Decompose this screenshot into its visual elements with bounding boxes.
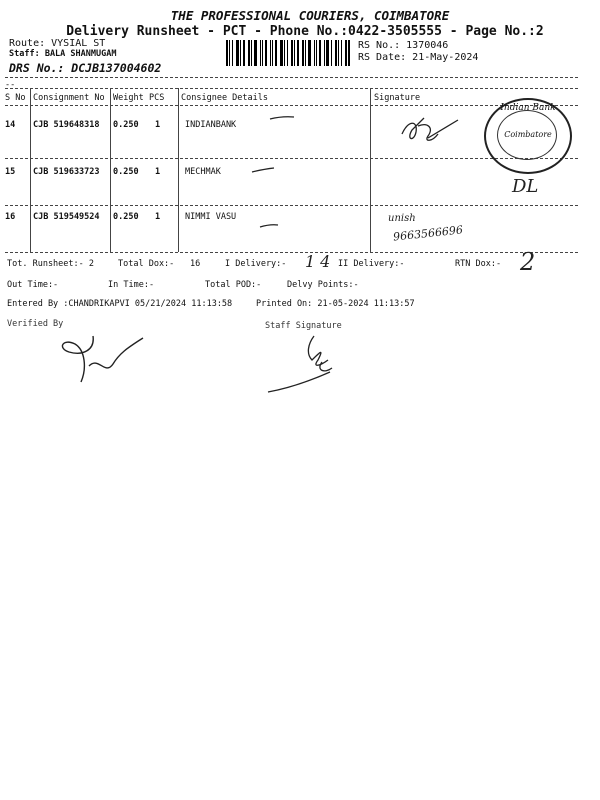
barcode-bar <box>272 40 273 66</box>
staff-label: Staff: BALA SHANMUGAM <box>9 49 117 59</box>
barcode-bar <box>291 40 293 66</box>
handwritten-signature: DL <box>512 176 539 197</box>
row-weight: 0.250 <box>113 120 139 130</box>
i-delivery-value: 14 <box>305 252 336 271</box>
barcode-bar <box>348 40 350 66</box>
pre-marker: -- <box>5 80 16 90</box>
pen-mark <box>258 221 284 231</box>
verified-by: Verified By <box>7 319 64 329</box>
stamp-text: Indian Bank <box>500 103 556 113</box>
drs-number: DRS No.: DCJB137004602 <box>9 61 162 75</box>
total-dox-label: Total Dox:- <box>118 259 175 269</box>
barcode-bar <box>236 40 239 66</box>
barcode-bar <box>335 40 337 66</box>
column-divider <box>178 88 179 252</box>
pen-mark <box>250 164 280 176</box>
divider <box>5 205 578 206</box>
rs-date: RS Date: 21-May-2024 <box>358 52 479 63</box>
barcode-bar <box>260 40 261 66</box>
row-weight: 0.250 <box>113 212 139 222</box>
barcode-bar <box>341 40 342 66</box>
barcode-bar <box>284 40 285 66</box>
row-pcs: 1 <box>155 212 161 222</box>
delvy-points: Delvy Points:- <box>287 280 359 290</box>
barcode-bar <box>345 40 347 66</box>
row-consignment: CJB 519633723 <box>33 167 100 177</box>
barcode-bar <box>229 40 230 66</box>
company-title: THE PROFESSIONAL COURIERS, COIMBATORE <box>170 8 450 23</box>
barcode-bar <box>270 40 271 66</box>
barcode-bar <box>294 40 295 66</box>
barcode-bar <box>254 40 257 66</box>
barcode-bar <box>326 40 329 66</box>
barcode-bar <box>324 40 325 66</box>
row-consignee: INDIANBANK <box>185 120 237 130</box>
barcode-bar <box>275 40 277 66</box>
barcode-bar <box>302 40 304 66</box>
row-consignment: CJB 519648318 <box>33 120 100 130</box>
column-divider <box>30 88 31 252</box>
barcode-bar <box>316 40 317 66</box>
barcode-bar <box>251 40 252 66</box>
printed-on: Printed On: 21-05-2024 11:13:57 <box>256 299 415 309</box>
barcode-bar <box>262 40 263 66</box>
tot-runsheet: Tot. Runsheet:- 2 <box>7 259 94 269</box>
row-weight: 0.250 <box>113 167 139 177</box>
barcode-bar <box>232 40 233 66</box>
barcode-bar <box>226 40 228 66</box>
route-label: Route: VYSIAL ST <box>9 38 106 49</box>
row-consignee: NIMMI VASU <box>185 212 237 222</box>
barcode-bar <box>297 40 299 66</box>
barcode-bar <box>338 40 339 66</box>
barcode-bar <box>248 40 250 66</box>
ii-delivery-label: II Delivery:- <box>338 259 405 269</box>
divider <box>5 77 578 78</box>
barcode-bar <box>314 40 315 66</box>
row-sno: 15 <box>5 167 16 177</box>
barcode-bar <box>308 40 311 66</box>
divider <box>5 252 578 253</box>
barcode-bar <box>243 40 245 66</box>
header-consignee: Consignee Details <box>181 93 268 103</box>
staff-signature <box>262 330 352 396</box>
row-sno: 16 <box>5 212 16 222</box>
rtn-dox-label: RTN Dox:- <box>455 259 502 269</box>
total-pod: Total POD:- <box>205 280 262 290</box>
header-consignment: Consignment No <box>33 93 105 103</box>
staff-signature-label: Staff Signature <box>265 321 342 331</box>
row-sno: 14 <box>5 120 16 130</box>
stamp-text: Coimbatore <box>504 130 552 139</box>
barcode-bar <box>287 40 288 66</box>
barcode-bar <box>265 40 267 66</box>
rtn-dox-value: 2 <box>520 248 536 276</box>
pen-mark <box>268 113 298 123</box>
rs-number: RS No.: 1370046 <box>358 40 449 51</box>
column-divider <box>110 88 111 252</box>
verifier-signature <box>55 330 165 390</box>
column-divider <box>370 88 371 252</box>
header-signature: Signature <box>374 93 421 103</box>
barcode-bar <box>305 40 306 66</box>
handwritten-phone: 9663566696 <box>392 223 464 244</box>
recipient-signature <box>398 112 468 152</box>
row-consignment: CJB 519549524 <box>33 212 100 222</box>
barcode-bar <box>331 40 332 66</box>
bank-stamp <box>484 98 572 174</box>
barcode <box>226 40 352 66</box>
divider <box>5 88 578 89</box>
in-time: In Time:- <box>108 280 155 290</box>
header-pcs: PCS <box>149 93 165 103</box>
barcode-bar <box>240 40 241 66</box>
barcode-bar <box>319 40 321 66</box>
entered-by: Entered By :CHANDRIKAPVI 05/21/2024 11:13:58 <box>7 299 233 309</box>
row-consignee: MECHMAK <box>185 167 221 177</box>
runsheet-subtitle: Delivery Runsheet - PCT - Phone No.:0422-3505555 - Page No.:2 <box>66 24 544 39</box>
i-delivery-label: I Delivery:- <box>225 259 287 269</box>
row-pcs: 1 <box>155 167 161 177</box>
row-pcs: 1 <box>155 120 161 130</box>
header-weight: Weight <box>113 93 144 103</box>
header-sno: S No <box>5 93 26 103</box>
handwritten-note: unish <box>388 213 416 224</box>
total-dox-value: 16 <box>190 259 201 269</box>
out-time: Out Time:- <box>7 280 59 290</box>
barcode-bar <box>280 40 283 66</box>
